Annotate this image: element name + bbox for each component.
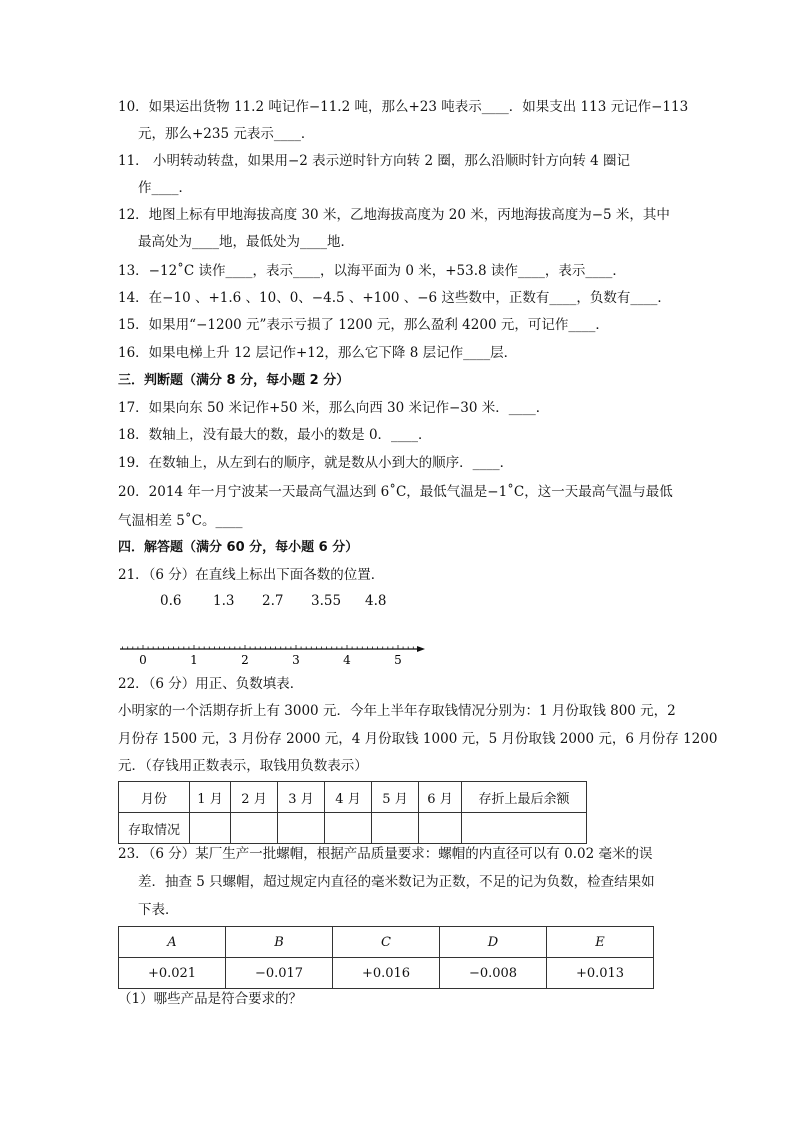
question-23-line-2: 差．抽查 5 只螺帽，超过规定内直径的毫米数记为正数，不足的记为负数，检查结果如 bbox=[138, 874, 655, 890]
empty-cell bbox=[325, 813, 372, 844]
table-value-cell: +0.021 bbox=[119, 958, 226, 989]
table-header-cell: 4 月 bbox=[325, 782, 372, 813]
question-13: 13．−12˚C 读作____，表示____，以海平面为 0 米，+53.8 读作____，表示____． bbox=[118, 263, 626, 279]
question-22-paragraph-line-2: 月份存 1500 元，3 月份存 2000 元，4 月份取钱 1000 元，5 月份取钱 2000 元，6 月份存 1200 bbox=[118, 731, 718, 747]
empty-cell bbox=[372, 813, 419, 844]
table-header-cell: 1 月 bbox=[190, 782, 231, 813]
question-19: 19．在数轴上，从左到右的顺序，就是数从小到大的顺序．____． bbox=[118, 455, 514, 471]
question-16: 16．如果电梯上升 12 层记作+12，那么它下降 8 层记作____层． bbox=[118, 345, 518, 361]
section-4-heading: 四．解答题（满分 60 分，每小题 6 分） bbox=[118, 540, 359, 555]
q21-number: 1.3 bbox=[213, 593, 235, 609]
question-23-subquestion-1: （1）哪些产品是符合要求的？ bbox=[118, 991, 303, 1007]
table-header-cell: 5 月 bbox=[372, 782, 419, 813]
question-20-line-1: 20．2014 年一月宁波某一天最高气温达到 6˚C，最低气温是−1˚C，这一天最高气温与最低 bbox=[118, 484, 673, 500]
deposit-table bbox=[118, 781, 587, 844]
empty-cell bbox=[190, 813, 231, 844]
empty-cell bbox=[419, 813, 462, 844]
question-15: 15．如果用“−1200 元”表示亏损了 1200 元，那么盈利 4200 元，可记作____． bbox=[118, 317, 609, 333]
table-header-cell: 月份 bbox=[119, 782, 190, 813]
question-14: 14．在−10 、+1.6 、10、0、−4.5 、+100 、−6 这些数中，正数有____，负数有____． bbox=[118, 290, 671, 306]
number-line-arrow bbox=[417, 646, 425, 652]
table-row bbox=[119, 927, 654, 958]
table-row-label: 存取情况 bbox=[119, 813, 190, 844]
table-row bbox=[119, 813, 587, 844]
table-row bbox=[119, 958, 654, 989]
table-header-cell: 2 月 bbox=[231, 782, 278, 813]
number-line-label: 5 bbox=[394, 653, 402, 667]
table-header-cell: 6 月 bbox=[419, 782, 462, 813]
question-21: 21．（6 分）在直线上标出下面各数的位置． bbox=[118, 567, 385, 583]
question-23-line-3: 下表． bbox=[138, 902, 179, 918]
question-20-line-2: 气温相差 5˚C。____ bbox=[118, 513, 243, 529]
question-17: 17．如果向东 50 米记作+50 米，那么向西 30 米记作−30 米．____． bbox=[118, 400, 550, 416]
table-header-cell: D bbox=[440, 927, 547, 958]
number-line-label: 0 bbox=[139, 653, 147, 667]
table-header-cell: C bbox=[333, 927, 440, 958]
number-line-ticks bbox=[120, 645, 420, 649]
table-header-cell: A bbox=[119, 927, 226, 958]
empty-cell bbox=[278, 813, 325, 844]
question-12-line-2: 最高处为____地，最低处为____地． bbox=[138, 234, 354, 250]
table-header-cell: B bbox=[226, 927, 333, 958]
table-value-cell: −0.008 bbox=[440, 958, 547, 989]
question-11-line-1: 11． 小明转动转盘，如果用−2 表示逆时针方向转 2 圈，那么沿顺时针方向转 4 圈记 bbox=[118, 153, 631, 169]
question-23-line-1: 23．（6 分）某厂生产一批螺帽，根据产品质量要求：螺帽的内直径可以有 0.02 毫米的误 bbox=[118, 846, 653, 862]
empty-cell bbox=[462, 813, 587, 844]
q21-number: 2.7 bbox=[262, 593, 284, 609]
number-line-label: 4 bbox=[343, 653, 351, 667]
question-11-line-2: 作____． bbox=[138, 180, 192, 196]
question-12-line-1: 12．地图上标有甲地海拔高度 30 米，乙地海拔高度为 20 米，丙地海拔高度为−5 米，其中 bbox=[118, 207, 670, 223]
table-value-cell: −0.017 bbox=[226, 958, 333, 989]
number-line bbox=[115, 640, 435, 670]
empty-cell bbox=[231, 813, 278, 844]
question-10-line-1: 10．如果运出货物 11.2 吨记作−11.2 吨，那么+23 吨表示____．如果支出 113 元记作−113 bbox=[118, 99, 689, 115]
table-header-cell: 3 月 bbox=[278, 782, 325, 813]
question-10-line-2: 元，那么+235 元表示____． bbox=[138, 126, 315, 142]
section-3-heading: 三．判断题（满分 8 分，每小题 2 分） bbox=[118, 373, 350, 388]
number-line-label: 1 bbox=[190, 653, 198, 667]
screw-nut-table bbox=[118, 926, 654, 989]
table-header-cell: 存折上最后余额 bbox=[462, 782, 587, 813]
q21-number: 3.55 bbox=[311, 593, 342, 609]
number-line-label: 2 bbox=[241, 653, 249, 667]
q21-number: 0.6 bbox=[160, 593, 182, 609]
number-line-labels bbox=[139, 653, 402, 667]
question-22: 22．（6 分）用正、负数填表． bbox=[118, 676, 304, 692]
question-22-paragraph-line-1: 小明家的一个活期存折上有 3000 元．今年上半年存取钱情况分别为：1 月份取钱 800 元，2 bbox=[118, 703, 676, 719]
table-row bbox=[119, 782, 587, 813]
q21-number: 4.8 bbox=[365, 593, 387, 609]
number-line-label: 3 bbox=[292, 653, 300, 667]
table-header-cell: E bbox=[547, 927, 654, 958]
question-18: 18．数轴上，没有最大的数，最小的数是 0．____． bbox=[118, 427, 432, 443]
table-value-cell: +0.013 bbox=[547, 958, 654, 989]
table-value-cell: +0.016 bbox=[333, 958, 440, 989]
question-22-paragraph-line-3: 元．（存钱用正数表示，取钱用负数表示） bbox=[118, 758, 368, 774]
